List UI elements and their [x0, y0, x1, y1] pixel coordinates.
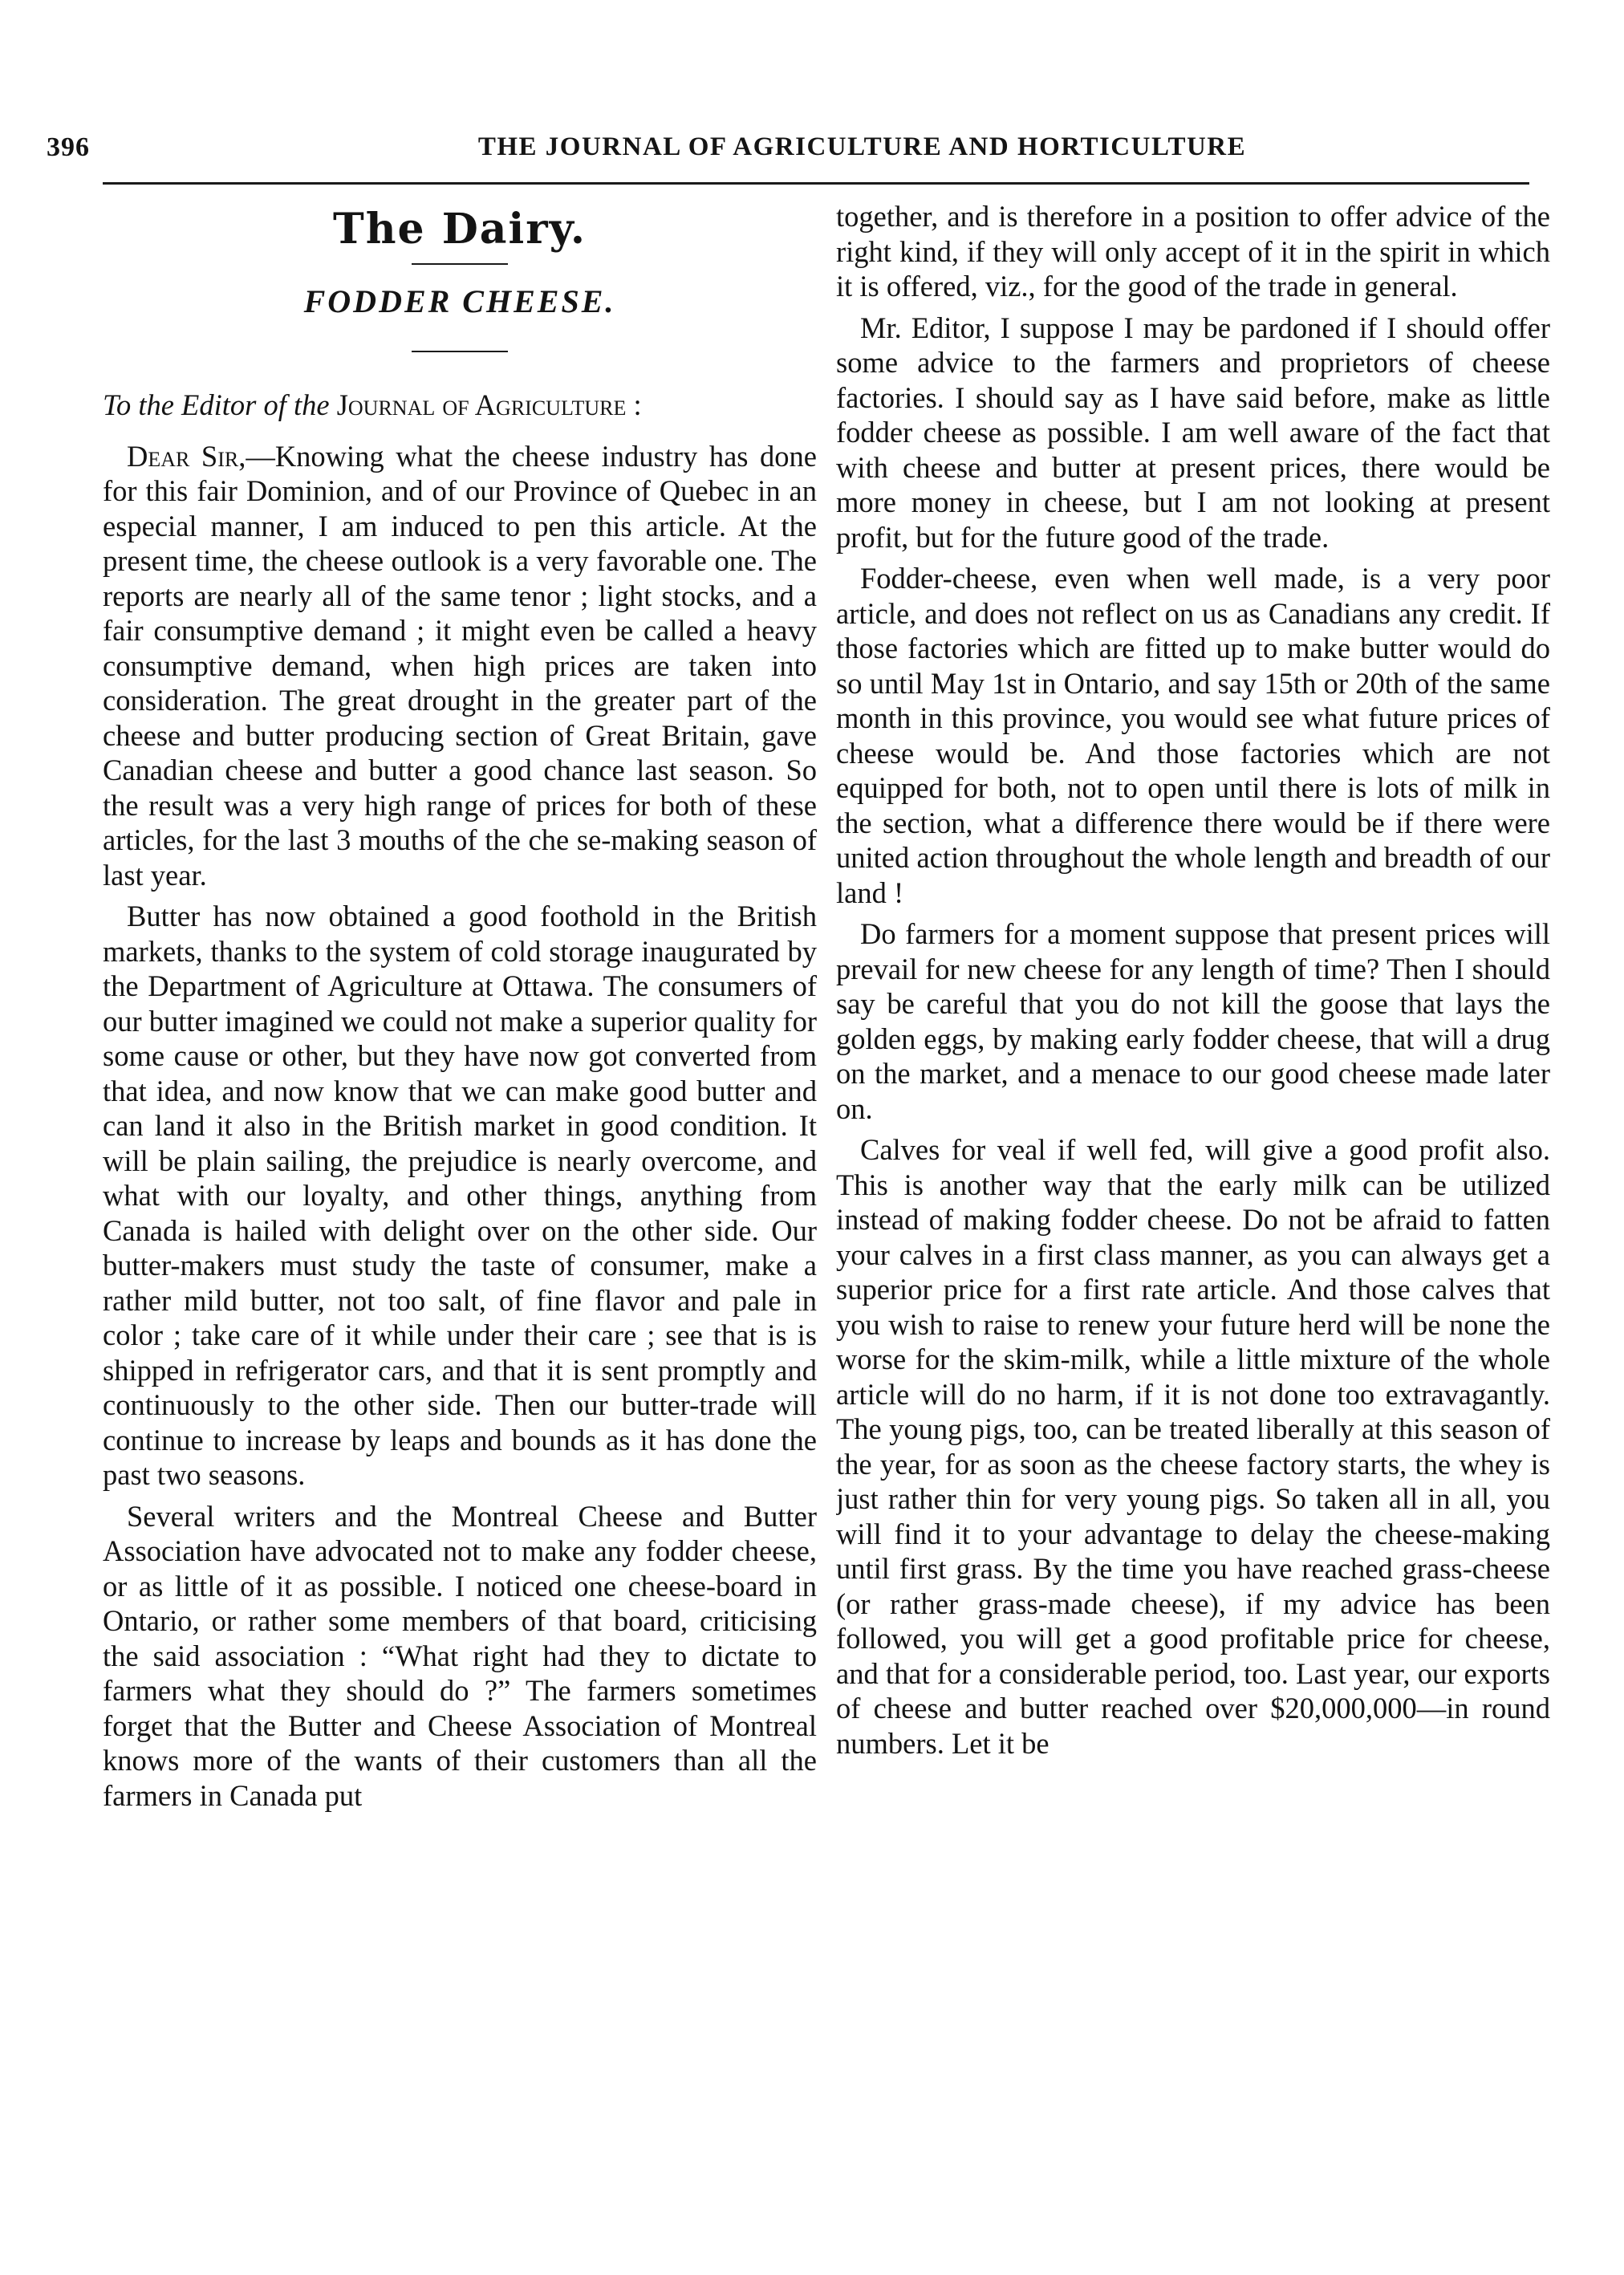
running-head — [47, 132, 1577, 181]
paragraph-2: Butter has now obtained a good foothold in the British markets, thanks to the system of cold storage inaugurated by the Department of Agriculture at Ottawa. The consumers of our butter imagined we could not make a superior quality for some cause or other, but they have now got converted from that idea, and now know that we can make good butter and can land it also in the British market in good condition. It will be plain sailing, the prejudice is nearly overcome, and what with our loyalty, and other things, anything from Canada is hailed with delight over on the other side. Our butter-makers must study the taste of consumer, make a rather mild butter, not too salt, of fine flavor and pale in color ; take care of it while under their care ; see that is is shipped in refrigerator cars, and that it is sent promptly and continuously to the other side. Then our butter-trade will continue to increase by leaps and bounds as it has done the past two seasons. — [103, 900, 817, 1491]
paragraph-6: Do farmers for a moment suppose that present prices will prevail for new cheese for any length of time? Then I should say be careful that you do not kill the goose that lays the golden eggs, by making early fodder cheese, that will a drug on the market, and a menace to our good cheese made later on. — [836, 917, 1550, 1125]
greeting: Dear Sir, — [127, 439, 246, 473]
journal-title: THE JOURNAL OF AGRICULTURE AND HORTICULTURE — [477, 132, 1247, 161]
title-rule — [412, 263, 508, 265]
salutation-prefix: To the Editor of the — [103, 388, 330, 421]
right-column — [836, 199, 1550, 2253]
salutation-journal: Journal of Agriculture — [336, 388, 627, 421]
paragraph-1 — [103, 439, 817, 893]
article-rule — [412, 351, 508, 352]
paragraph-1-text: —Knowing what the cheese industry has done for this fair Dominion, and of our Province of Quebec in an especial manner, I am induced to pen this article. At the present time, the cheese outlook is a very favorable one. The reports are nearly all of the same tenor ; light stocks, and a fair consumptive demand ; it might even be called a heavy consumptive demand, when high prices are taken into consideration. The great drought in the greater part of the cheese and butter producing section of Great Britain, gave Canadian cheese and butter a good chance last season. So the result was a very high range of prices for both of these articles, for the last 3 mouths of the che se-making season of last year. — [103, 439, 817, 892]
salutation-suffix: : — [626, 388, 642, 421]
paragraph-5: Fodder-cheese, even when well made, is a very poor article, and does not reflect on us as Canadians any credit. If those factories which are fitted up to make butter would do so until May 1st in Ontario, and say 15th or 20th of the same month in this province, you would see what future prices of cheese would be. And those factories which are not equipped for both, not to open until there is lots of milk in the section, what a difference there would be if there were united action throughout the whole length and breadth of our land ! — [836, 562, 1550, 909]
paragraph-3: Several writers and the Montreal Cheese and Butter Association have advocated not to make any fodder cheese, or as little of it as possible. I noticed one cheese-board in Ontario, or rather some members of that board, criticising the said association : “What right had they to dictate to farmers what they should do ?” The farmers sometimes forget that the Butter and Cheese Association of Montreal knows more of the wants of their customers than all the farmers in Canada put — [103, 1499, 817, 1812]
article-title: FODDER CHEESE. — [303, 282, 616, 319]
left-column — [103, 199, 817, 2253]
salutation — [103, 388, 817, 423]
paragraph-3-continued: together, and is therefore in a position to offer advice of the right kind, if they will only accept of it in the spirit in which it is offered, viz., for the good of the trade in general. — [836, 200, 1550, 303]
paragraph-4: Mr. Editor, I suppose I may be pardoned if I should offer some advice to the farmers and proprietors of cheese factories. I should say as I have said before, make as little fodder cheese as possible. I am well aware of the fact that with cheese and butter at present prices, there would be more money in cheese, but I am not looking at present profit, but for the future good of the trade. — [836, 311, 1550, 554]
header-rule — [103, 182, 1529, 185]
paragraph-7: Calves for veal if well fed, will give a good profit also. This is another way that the early milk can be utilized instead of making fodder cheese. Do not be afraid to fatten your calves in a first class manner, as you can always get a superior price for a first rate article. And those calves that you wish to raise to renew your future herd will be none the worse for the skim-milk, while a little mixture of the whole article will do no harm, if it is not done too extravagantly. The young pigs, too, can be treated liberally at this season of the year, for as soon as the cheese factory starts, the whey is just rather thin for very young pigs. So taken all in all, you will find it to your advantage to delay the cheese-making until first grass. By the time you have reached grass-cheese (or rather grass-made cheese), if my advice has been followed, you will get a good profitable price for cheese, and that for a considerable period, too. Last year, our exports of cheese and butter reached over $20,000,000—in round numbers. Let it be — [836, 1133, 1550, 1760]
page-number: 396 — [47, 132, 90, 162]
section-title: The Dairy. — [333, 205, 587, 254]
